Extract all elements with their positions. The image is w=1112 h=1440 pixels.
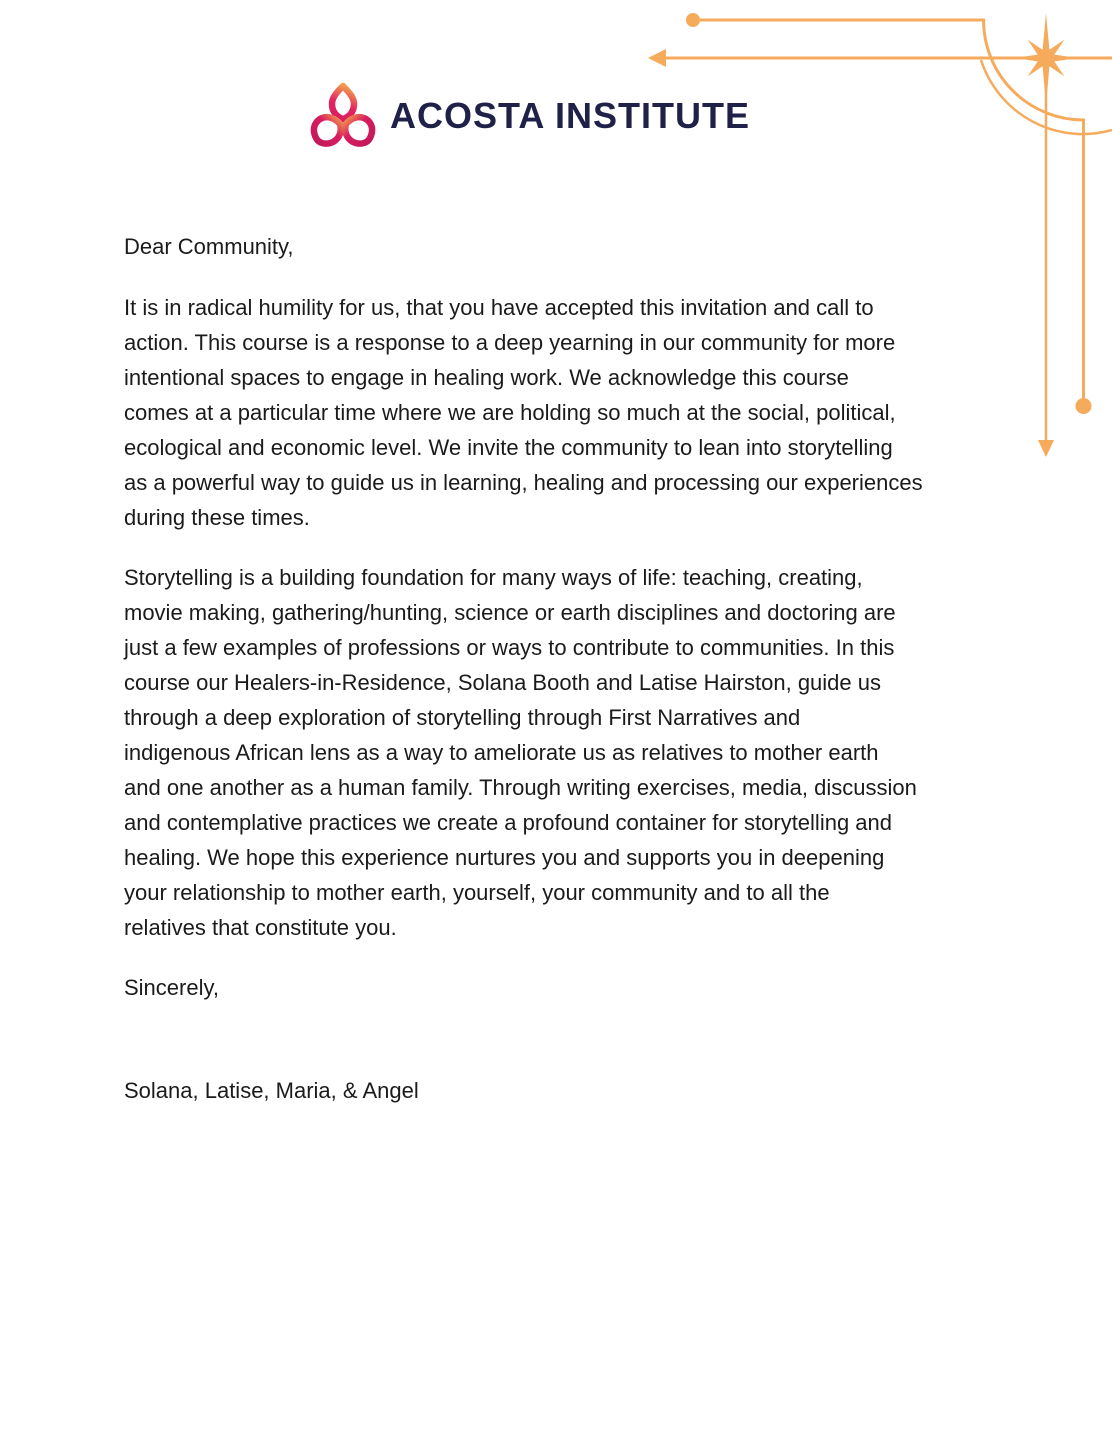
dot-icon (686, 13, 700, 27)
brand-header (308, 82, 750, 150)
arrow-left-icon (648, 49, 666, 67)
letter-body (124, 229, 999, 1108)
letter-signature: Solana, Latise, Maria, & Angel (124, 1078, 419, 1103)
letter-closing: Sincerely, (124, 975, 219, 1000)
letter-paragraph: Storytelling is a building foundation for many ways of life: teaching, creating, movie making, gathering/hunting, science or earth disciplines and doctoring are just a few examples of professions or ways to contribute to communities. In this course our Healers-in-Residence, Solana Booth and Latise Hairston, guide us through a deep exploration of storytelling through First Narratives and indigenous African lens as a way to ameliorate us as relatives to mother earth and one another as a human family. Through writing exercises, media, discussion and contemplative practices we create a profound container for storytelling and healing. We hope this experience nurtures you and supports you in deepening your relationship to mother earth, yourself, your community and to all the relatives that constitute you. (124, 565, 917, 940)
dot-icon (1076, 398, 1092, 414)
letter-paragraphs (124, 290, 999, 945)
acosta-logo-icon (308, 82, 378, 150)
arrow-down-icon (1038, 440, 1054, 457)
letter-paragraph: It is in radical humility for us, that you have accepted this invitation and call to action. This course is a response to a deep yearning in our community for more intentional spaces to engage in healing work. We acknowledge this course comes at a particular time where we are holding so much at the social, political, ecological and economic level. We invite the community to lean into storytelling as a powerful way to guide us in learning, healing and processing our experiences during these times. (124, 295, 923, 530)
star-icon (1014, 13, 1078, 106)
outer-arc (981, 60, 1112, 134)
brand-name: ACOSTA INSTITUTE (390, 95, 750, 136)
letter-greeting: Dear Community, (124, 234, 294, 259)
